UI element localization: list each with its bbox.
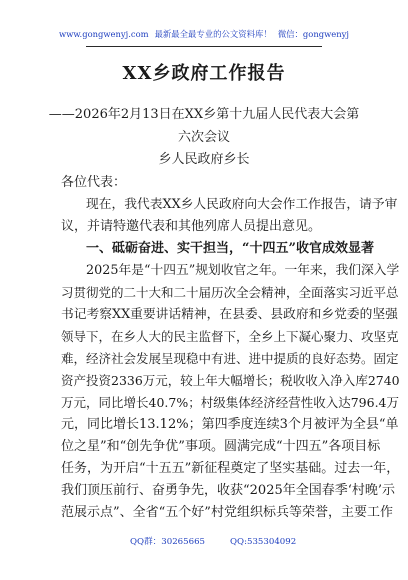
body-line: 议，并请特邀代表和其他列席人员提出意见。 (61, 219, 322, 234)
body-line: 难，经济社会发展呈现稳中有进、进中提质的良好态势。固定 (61, 351, 399, 366)
header-divider (86, 46, 322, 47)
speaker-line: 乡人民政府乡长 (158, 152, 250, 167)
body-line: 2025年是“十四五”规划收官之年。一年来，我们深入学 (86, 263, 400, 278)
site-slogan: 最新最全最专业的公文资料库！ (154, 29, 272, 39)
subtitle-line-1: ——2026年2月13日在XX乡第十九届人民代表大会第 (48, 107, 360, 122)
site-header (0, 29, 408, 40)
body-line: 现在，我代表XX乡人民政府向大会作工作报告，请予审 (86, 197, 398, 212)
footer-qq-group: QQ群：30265665 (130, 537, 206, 547)
body-line: 书记考察XX重要讲话精神，在县委、县政府和乡党委的坚强 (61, 307, 398, 322)
body-line: 万元，同比增长40.7%；村级集体经济经营性收入达796.4万 (61, 395, 399, 410)
wechat-contact: 微信：gongwenyj (277, 29, 349, 39)
body-line: 范展示点”、全省“五个好”村党组织标兵等荣誉，主要工作 (61, 505, 393, 520)
body-line: 习贯彻党的二十大和二十届历次全会精神，全面落实习近平总 (61, 285, 399, 300)
body-line: 领导下，在乡人大的民主监督下，全乡上下凝心聚力、攻坚克 (61, 329, 399, 344)
footer-qq-contact: QQ:535304092 (230, 537, 297, 547)
document-title: XX乡政府工作报告 (122, 63, 286, 84)
body-line: 我们顶压前行、奋勇争先，收获“2025年全国春季‘村晚’示 (61, 483, 395, 498)
body-line: 位之星”和“创先争优”事项。圆满完成“十四五”各项目标 (61, 439, 381, 454)
subtitle-line-2: 六次会议 (177, 130, 230, 145)
body-line: 任务，为开启“十五五”新征程奠定了坚实基础。过去一年， (61, 461, 400, 476)
body-line: 元，同比增长13.12%；第四季度连续3个月被评为全县“单 (61, 417, 399, 432)
site-url-link[interactable]: www.gongwenyj.com (59, 29, 149, 39)
section-heading: 一、砥砺奋进、实干担当，“十四五”收官成效显著 (86, 241, 374, 256)
body-line: 资产投资2336万元，较上年大幅增长；税收收入净入库2740 (61, 373, 400, 388)
salutation: 各位代表： (61, 175, 127, 190)
